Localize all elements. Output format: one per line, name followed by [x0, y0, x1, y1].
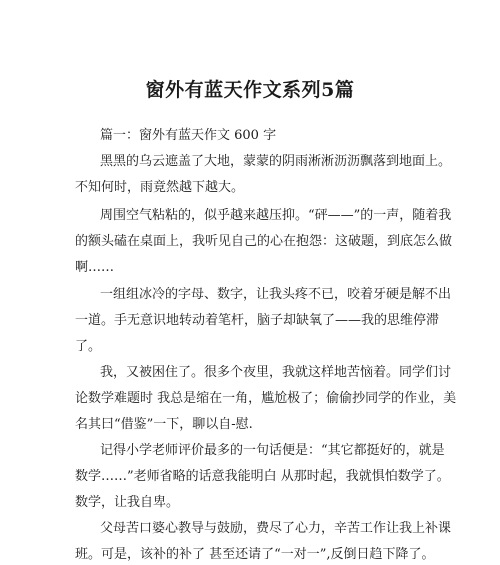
paragraph-line: 的额头磕在桌面上，我听见自己的心在抱怨：这破题，到底怎么做 [75, 234, 453, 249]
paragraph-line: 记得小学老师评价最多的一句话便是：“其它都挺好的，就是 [100, 443, 445, 458]
paragraph-line: 一组组冰冷的字母、数字，让我头疼不已，咬着牙硬是解不出 [100, 287, 452, 302]
paragraph-line: 班。可是，该补的补了 甚至还请了“一对一”,反倒日趋下降了。 [75, 547, 435, 562]
paragraph-line: 周围空气粘粘的，似乎越来越压抑。“砰——”的一声，随着我 [100, 208, 452, 223]
paragraph-line: 不知何时，雨竟然越下越大。 [75, 180, 245, 195]
paragraph-line: 论数学难题时 我总是缩在一角，尴尬极了；偷偷抄同学的作业，美 [75, 391, 457, 406]
paragraph-line: 数学，让我自卑。 [75, 495, 180, 510]
paragraph-line: 父母苦口婆心教导与鼓励，费尽了心力，辛苦工作让我上补课 [100, 521, 452, 536]
paragraph-line: 了。 [75, 339, 102, 354]
document-title: 窗外有蓝天作文系列5篇 [145, 79, 355, 101]
paragraph-line: 名其曰“借鉴”一下，聊以自-慰. [75, 417, 253, 432]
paragraph-line: 数学……”老师省略的话意我能明白 从那时起，我就惧怕数学了。 [75, 469, 450, 484]
paragraph-line: 我，又被困住了。很多个夜里，我就这样地苦恼着。同学们讨 [100, 365, 452, 380]
section-heading: 篇一：窗外有蓝天作文 600 字 [100, 128, 277, 143]
paragraph-line: 一道。手无意识地转动着笔杆，脑子却缺氧了——我的思维停滞 [75, 313, 440, 328]
paragraph-line: 啊…… [75, 260, 115, 275]
paragraph-line: 黑黑的乌云遮盖了大地，蒙蒙的阴雨淅淅沥沥飘落到地面上。 [100, 154, 452, 169]
